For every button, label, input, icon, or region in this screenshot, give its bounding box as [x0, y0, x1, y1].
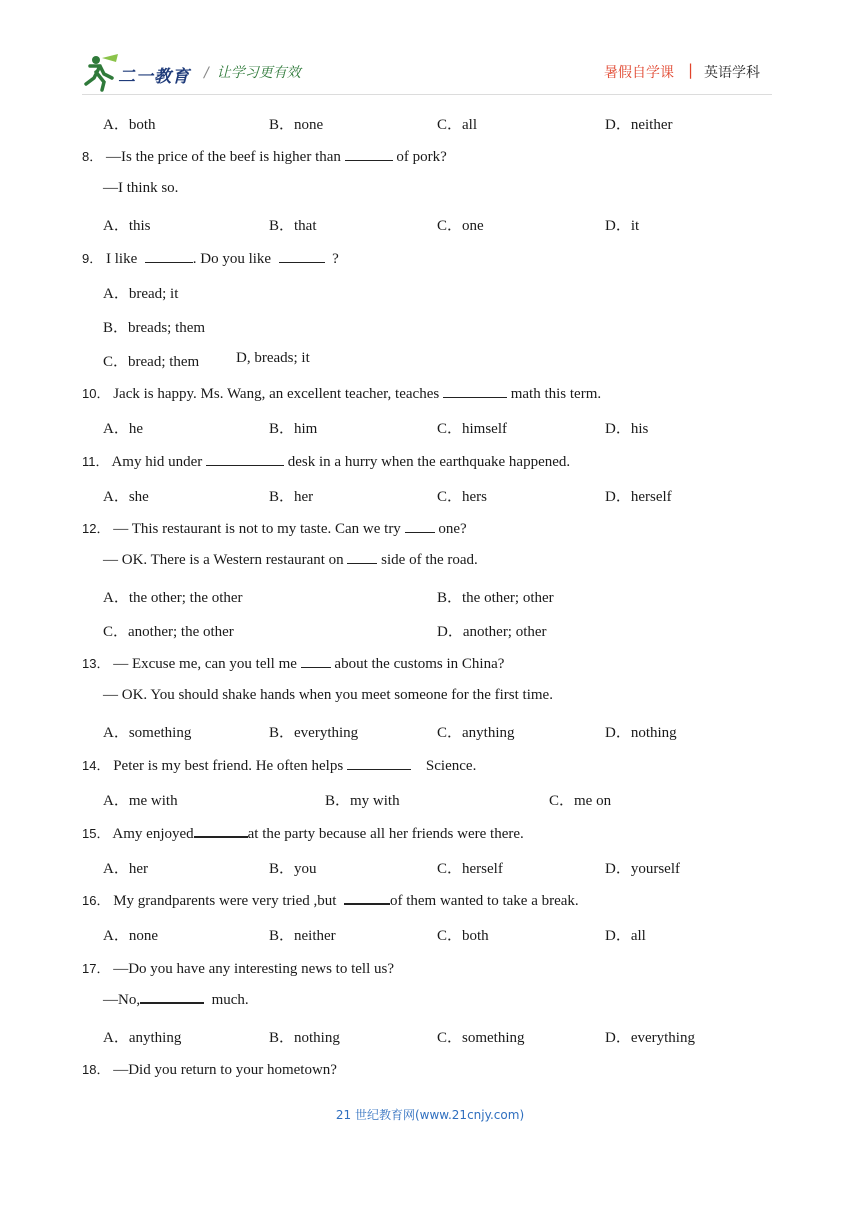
option-b: B．none [269, 117, 324, 133]
option-a: A．the other; the other [103, 590, 243, 606]
option-c: C．both [437, 928, 489, 944]
option-c: C．one [437, 218, 484, 234]
option-a: A．anything [103, 1030, 182, 1046]
option-d: D．neither [605, 117, 673, 133]
option-d: D, breads; it [236, 350, 310, 366]
option-d: D．it [605, 218, 640, 234]
option-a: A．her [103, 861, 148, 877]
logo-text: 二一教育 [118, 67, 190, 87]
header-separator: | [688, 61, 694, 79]
option-c: C．something [437, 1030, 525, 1046]
question-12: 12． — This restaurant is not to my taste. Can we try one? [82, 521, 467, 537]
question-17-reply: —No, much. [103, 992, 249, 1008]
question-13: 13． — Excuse me, can you tell me about the customs in China? [82, 656, 505, 672]
option-b: B．him [269, 421, 318, 437]
option-a: A．something [103, 725, 192, 741]
question-12-reply: — OK. There is a Western restaurant on side of the road. [103, 552, 478, 568]
option-c: C．herself [437, 861, 503, 877]
question-13-reply: — OK. You should shake hands when you meet someone for the first time. [103, 687, 553, 703]
question-8-reply: —I think so. [103, 180, 179, 196]
option-a: A．none [103, 928, 158, 944]
option-a: A．he [103, 421, 143, 437]
option-b: B．neither [269, 928, 336, 944]
option-d: D．all [605, 928, 646, 944]
option-a: A．this [103, 218, 151, 234]
question-8: 8． —Is the price of the beef is higher than of pork? [82, 149, 447, 165]
page-footer: 21 世纪教育网(www.21cnjy.com) [335, 1108, 525, 1122]
question-15: 15． Amy enjoyed at the party because all her friends were there. [82, 826, 524, 842]
course-label: 暑假自学课 [604, 65, 674, 81]
option-a: A．she [103, 489, 149, 505]
question-10: 10． Jack is happy. Ms. Wang, an excellent teacher, teaches math this term. [82, 386, 602, 402]
option-b: B．everything [269, 725, 359, 741]
question-11: 11． Amy hid under desk in a hurry when the earthquake happened. [82, 454, 571, 470]
option-c: C．another; the other [103, 624, 234, 640]
option-d: D．his [605, 421, 649, 437]
option-d: D．another; other [437, 624, 547, 640]
page-header [0, 0, 860, 100]
option-a: A．me with [103, 793, 178, 809]
option-b: B．the other; other [437, 590, 554, 606]
question-14: 14． Peter is my best friend. He often helps Science. [82, 758, 477, 774]
option-a: A．both [103, 117, 156, 133]
option-b: B．nothing [269, 1030, 340, 1046]
header-divider [82, 94, 772, 95]
option-c: C．anything [437, 725, 515, 741]
question-16: 16． My grandparents were very tried ,but of them wanted to take a break. [82, 893, 579, 909]
option-d: D．nothing [605, 725, 677, 741]
question-18: 18． —Did you return to your hometown? [82, 1062, 337, 1078]
option-d: D．herself [605, 489, 672, 505]
option-c: C．me on [549, 793, 612, 809]
option-b: B．you [269, 861, 317, 877]
slogan: / 让学习更有效 [204, 65, 301, 81]
option-c: C．himself [437, 421, 507, 437]
option-b: B．breads; them [103, 320, 206, 336]
option-c: C．hers [437, 489, 487, 505]
option-a: A．bread; it [103, 286, 179, 302]
option-b: B．her [269, 489, 314, 505]
option-d: D．everything [605, 1030, 695, 1046]
subject-label: 英语学科 [704, 65, 760, 81]
option-b: B．that [269, 218, 317, 234]
option-c: C．all [437, 117, 477, 133]
question-9: 9． I like . Do you like ? [82, 251, 339, 267]
question-17: 17． —Do you have any interesting news to tell us? [82, 961, 394, 977]
option-b: B．my with [325, 793, 400, 809]
option-d: D．yourself [605, 861, 680, 877]
option-c: C．bread; them [103, 354, 200, 370]
